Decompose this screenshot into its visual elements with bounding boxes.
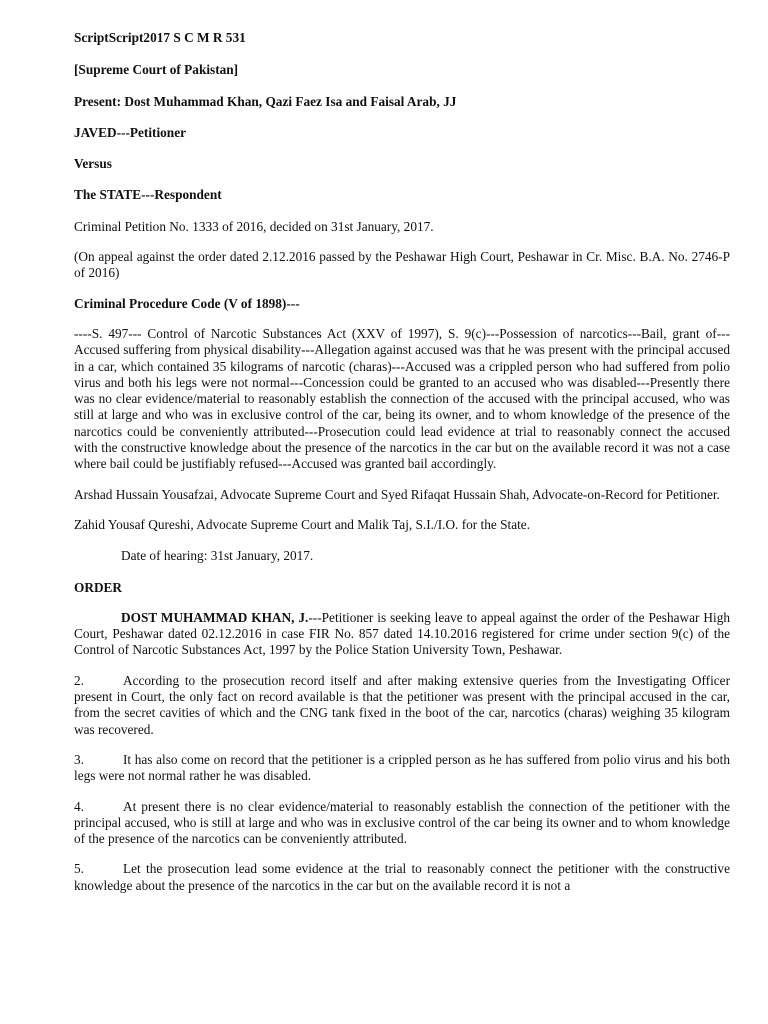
- paragraph: [74, 752, 730, 785]
- petitioner: JAVED---Petitioner: [74, 124, 187, 140]
- counsel-petitioner: Arshad Hussain Yousafzai, Advocate Supreme Court and Syed Rifaqat Hussain Shah, Advocate-on-Record for Petitioner.: [74, 486, 720, 502]
- hearing-date: [74, 548, 730, 564]
- order-intro: [74, 610, 730, 659]
- paragraph-text: According to the prosecution record itself and after making extensive queries from the Investigating Officer present in Court, the only fact on record available is that the petitioner was present with the principal accused in the car, from the secret cavities of which and the CNG tank fixed in the boot of the car, narcotics (charas) weighing 35 kilogram was recovered.: [74, 672, 730, 737]
- paragraph-number: 3.: [74, 751, 84, 767]
- paragraph-number: 2.: [74, 672, 84, 688]
- paragraph-text: At present there is no clear evidence/material to reasonably establish the connection of the petitioner with the principal accused, who is still at large and who was in exclusive control of the car being its owner and to whom knowledge of the presence of the narcotics can be conveniently attributed.: [74, 798, 730, 847]
- headnote: ----S. 497--- Control of Narcotic Substances Act (XXV of 1997), S. 9(c)---Possession of narcotics---Bail, grant of---Accused suffering from physical disability---Allegation against accused was that he was present with the principal accused in a car, which contained 35 kilograms of narcotic (charas)---Accused was a crippled person who had suffered from polio virus and both his legs were not normal---Concession could be granted to an accused who was disabled---Presently there was no clear evidence/material to reasonably establish the connection of the accused with the principal accused, who was still at large and who was in exclusive control of the car, being its owner, and to whom knowledge of the presence of the narcotics could be conveniently attributed---Prosecution could lead evidence at trial to reasonably connect the accused with the constructive knowledge about the presence of the narcotics in the car but on the available record it was not a case where bail could be justifiably refused---Accused was granted bail accordingly.: [74, 325, 730, 472]
- versus: Versus: [74, 156, 112, 172]
- order-author: DOST MUHAMMAD KHAN, J.: [121, 609, 309, 625]
- paragraph: [74, 673, 730, 738]
- paragraph-number: 5.: [74, 861, 84, 877]
- paragraph-text: It has also come on record that the petitioner is a crippled person as he has suffered from polio virus and his both legs were not normal rather he was disabled.: [74, 751, 730, 784]
- case-info: Criminal Petition No. 1333 of 2016, decided on 31st January, 2017.: [74, 218, 434, 234]
- respondent: The STATE---Respondent: [74, 187, 222, 203]
- order-intro-text: ---Petitioner is seeking leave to appeal against the order of the Peshawar High Court, Peshawar dated 02.12.2016 in case FIR No. 857 dated 14.10.2016 registered for crime under section 9(c) of the Control of Narcotic Substances Act, 1997 by the Police Station University Town, Peshawar.: [74, 609, 730, 658]
- paragraph-number: 4.: [74, 798, 84, 814]
- counsel-state: Zahid Yousaf Qureshi, Advocate Supreme Court and Malik Taj, S.I./I.O. for the State.: [74, 516, 531, 532]
- bench: Present: Dost Muhammad Khan, Qazi Faez Isa and Faisal Arab, JJ: [74, 93, 457, 109]
- paragraph-text: Let the prosecution lead some evidence at the trial to reasonably connect the petitioner with the constructive knowledge about the presence of the narcotics in the car but on the available record it is not a: [74, 861, 730, 893]
- citation: ScriptScript2017 S C M R 531: [74, 30, 246, 45]
- paragraph: [74, 799, 730, 848]
- appeal-info: (On appeal against the order dated 2.12.2016 passed by the Peshawar High Court, Peshawar in Cr. Misc. B.A. No. 2746-P of 2016): [74, 249, 730, 281]
- hearing-date-text: Date of hearing: 31st January, 2017.: [121, 548, 314, 564]
- statute-heading: Criminal Procedure Code (V of 1898)---: [74, 295, 300, 311]
- paragraph: [74, 861, 730, 894]
- court-name: [Supreme Court of Pakistan]: [74, 62, 239, 78]
- order-heading: ORDER: [74, 579, 123, 595]
